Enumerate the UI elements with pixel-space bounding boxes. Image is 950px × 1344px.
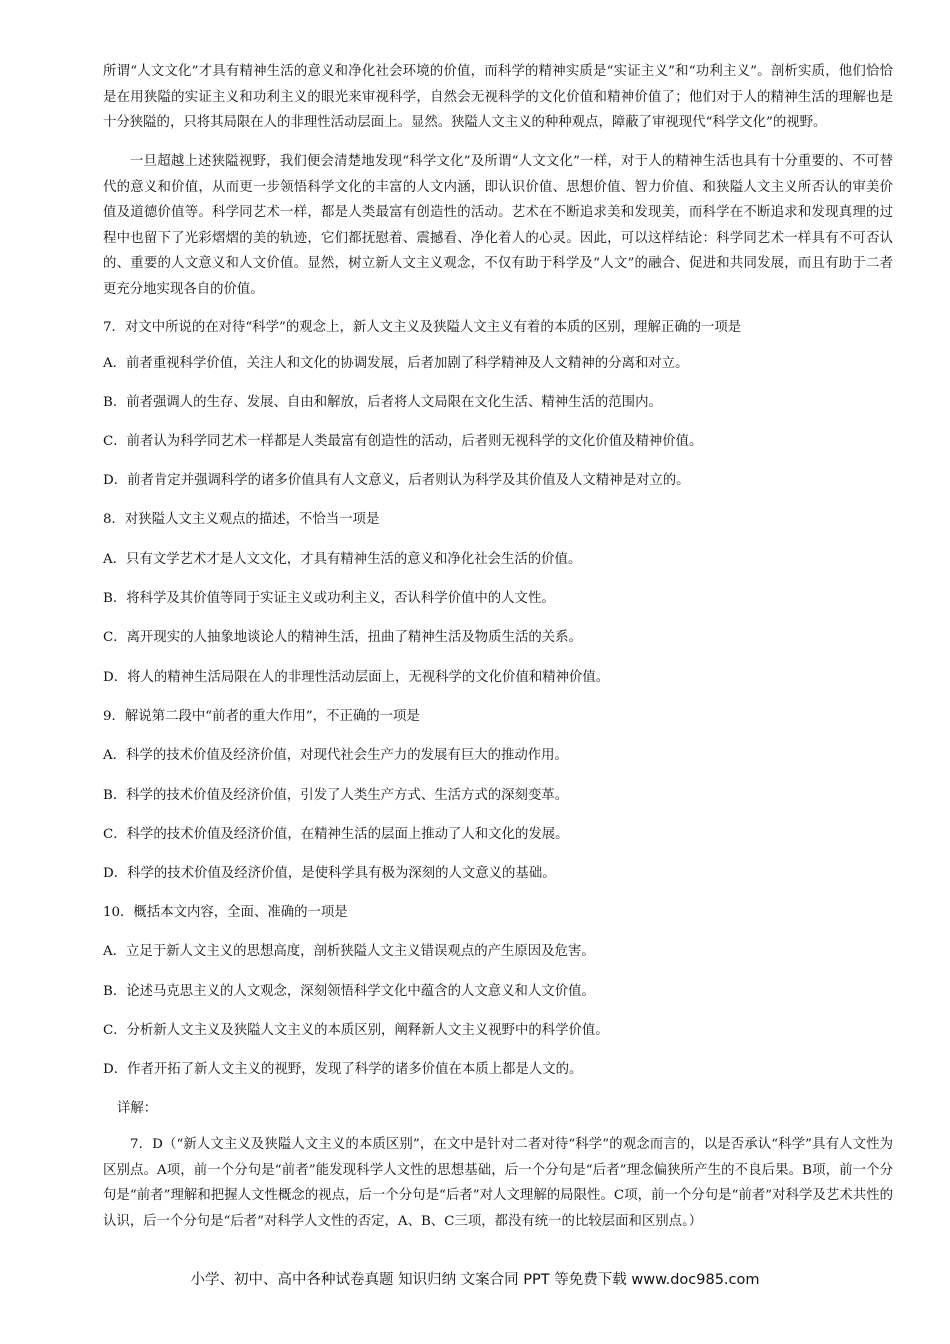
question-10-option-b: B．论述马克思主义的人文观念，深刻领悟科学文化中蕴含的人文意义和人文价值。 [103, 984, 595, 999]
explanation-answer-7: 7．D（“新人文主义及狭隘人文主义的本质区别”，在文中是针对二者对待“科学”的观念而言的，以是否承认“科学”具有人文性为区别点。A项，前一个分句是“前者”能发现科学人文性的思想基础，后一个分句是“后者”理念偏狭所产生的不良后果。B项，前一个分句是“前者”理解和把握人文性概念的视点，后一个分句是“后者”对人文理解的局限性。C项，前一个分句是“前者”对科学及艺术共性的认识，后一个分句是“后者”对科学人文性的否定，A、B、C三项，都没有统一的比较层面和区别点。） [103, 1137, 893, 1229]
question-9-option-a: A．科学的技术价值及经济价值，对现代社会生产力的发展有巨大的推动作用。 [103, 748, 568, 763]
question-10-option-a: A．立足于新人文主义的思想高度，剖析狭隘人文主义错误观点的产生原因及危害。 [103, 944, 595, 959]
question-9-option-c: C．科学的技术价值及经济价值，在精神生活的层面上推动了人和文化的发展。 [103, 827, 569, 842]
question-7-stem: 7．对文中所说的在对待“科学”的观念上，新人文主义及狭隘人文主义有着的本质的区别，理解正确的一项是 [103, 320, 742, 335]
passage-paragraph-2: 一旦超越上述狭隘视野，我们便会清楚地发现“科学文化”及所谓“人文文化”一样，对于人的精神生活也具有十分重要的、不可替代的意义和价值，从而更一步领悟科学文化的丰富的人文内涵，即认识价值、思想价值、智力价值、和狭隘人文主义所否认的审美价值及道德价值等。科学同艺术一样，都是人类最富有创造性的活动。艺术在不断追求美和发现美，而科学在不断追求和发现真理的过程中也留下了光彩熠熠的美的轨迹，它们都抚慰着、震撼看、净化着人的心灵。因此，可以这样结论：科学同艺术一样具有不可否认的、重要的人文意义和人文价值。显然，树立新人文主义观念，不仅有助于科学及“人文”的融合、促进和共同发展，而且有助于二者更充分地实现各自的价值。 [103, 154, 893, 297]
question-8-option-b: B．将科学及其价值等同于实证主义或功利主义，否认科学价值中的人文性。 [103, 591, 555, 606]
question-8-stem: 8．对狭隘人文主义观点的描述，不恰当一项是 [103, 512, 380, 527]
question-8-option-d: D．将人的精神生活局限在人的非理性活动层面上，无视科学的文化价值和精神价值。 [103, 670, 610, 685]
question-10-option-c: C．分析新人文主义及狭隘人文主义的本质区别，阐释新人文主义视野中的科学价值。 [103, 1023, 609, 1038]
question-9-stem: 9．解说第二段中“前者的重大作用”，不正确的一项是 [103, 709, 420, 724]
question-7-option-b: B．前者强调人的生存、发展、自由和解放，后者将人文局限在文化生活、精神生活的范围内。 [103, 395, 662, 410]
question-7-option-a: A．前者重视科学价值，关注人和文化的协调发展，后者加剧了科学精神及人文精神的分离和对立。 [103, 356, 689, 371]
explanation-label: 详解： [117, 1101, 158, 1116]
page-footer: 小学、初中、高中各种试卷真题 知识归纳 文案合同 PPT 等免费下载 www.doc985.com [190, 1272, 760, 1288]
question-7-option-c: C．前者认为科学同艺术一样都是人类最富有创造性的活动，后者则无视科学的文化价值及精神价值。 [103, 434, 703, 449]
question-8-option-a: A．只有文学艺术才是人文文化，才具有精神生活的意义和净化社会生活的价值。 [103, 552, 582, 567]
question-10-stem: 10．概括本文内容，全面、准确的一项是 [103, 905, 348, 920]
question-9-option-b: B．科学的技术价值及经济价值，引发了人类生产方式、生活方式的深刻变革。 [103, 788, 569, 803]
question-10-option-d: D．作者开拓了新人文主义的视野，发现了科学的诸多价值在本质上都是人文的。 [103, 1062, 583, 1077]
question-7-option-d: D．前者肯定并强调科学的诸多价值具有人文意义，后者则认为科学及其价值及人文精神是对立的。 [103, 473, 690, 488]
question-9-option-d: D．科学的技术价值及经济价值，是使科学具有极为深刻的人文意义的基础。 [103, 866, 556, 881]
passage-paragraph-1: 所谓“人文文化”才具有精神生活的意义和净化社会环境的价值，而科学的精神实质是“实证主义”和“功利主义”。剖析实质，他们恰恰是在用狭隘的实证主义和功利主义的眼光来审视科学，自然会无视科学的文化价值和精神价值了；他们对于人的精神生活的理解也是十分狭隘的，只将其局限在人的非理性活动层面上。显然。狭隘人文主义的种种观点，障蔽了审视现代“科学文化”的视野。 [103, 64, 893, 130]
question-8-option-c: C．离开现实的人抽象地谈论人的精神生活，扭曲了精神生活及物质生活的关系。 [103, 630, 582, 645]
